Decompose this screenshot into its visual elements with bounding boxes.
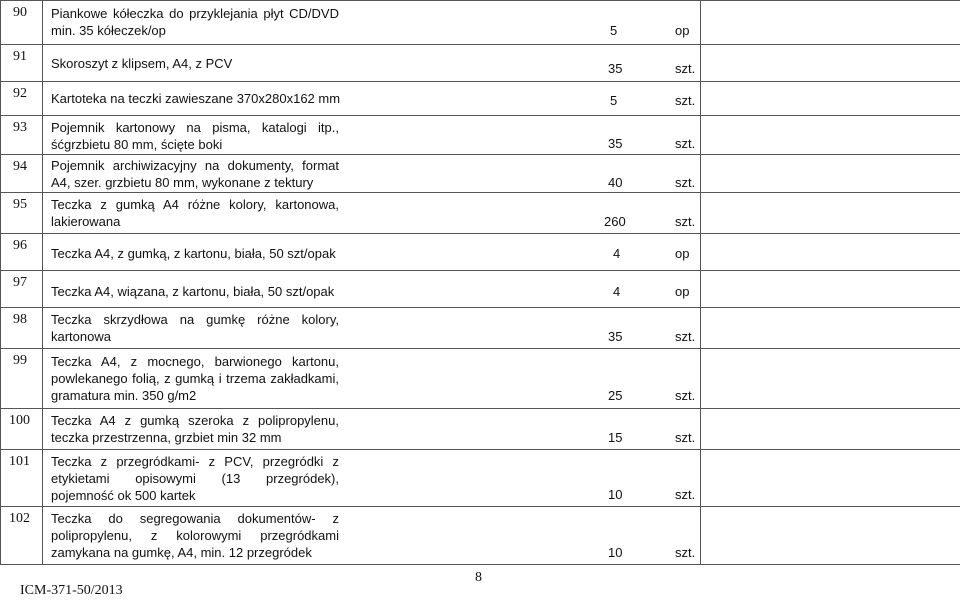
row-number: 92: [1, 82, 43, 116]
page-number: 8: [475, 570, 482, 585]
item-quantity: 35: [608, 61, 623, 76]
row-number: 91: [1, 45, 43, 82]
table-row: [1, 155, 960, 193]
empty-cell: [701, 271, 960, 308]
item-quantity: 15: [608, 430, 623, 445]
table-row: [1, 193, 960, 234]
item-quantity: 25: [608, 388, 623, 403]
item-description: Teczka A4, z mocnego, barwionego kartonu, powlekanego folią, z gumką i trzema zakładkami, gramatura min. 350 g/m2: [51, 354, 339, 403]
row-number: 90: [1, 1, 43, 45]
item-description: Teczka do segregowania dokumentów- z polipropylenu, z kolorowymi przegródkami zamykana na gumkę, A4, min. 12 przegródek: [51, 511, 339, 560]
empty-cell: [701, 82, 960, 116]
empty-cell: [701, 155, 960, 193]
row-number: 101: [1, 450, 43, 507]
table-row: [1, 234, 960, 271]
item-quantity: 260: [604, 214, 626, 229]
table-row: [1, 116, 960, 155]
item-description: Pojemnik kartonowy na pisma, katalogi itp., śćgrzbietu 80 mm, ścięte boki: [51, 120, 339, 152]
empty-cell: [701, 234, 960, 271]
row-number: 97: [1, 271, 43, 308]
item-unit: szt.: [675, 487, 696, 502]
item-unit: szt.: [675, 388, 696, 403]
item-description: Skoroszyt z klipsem, A4, z PCV: [51, 56, 233, 71]
empty-cell: [701, 450, 960, 507]
table-row: [1, 308, 960, 349]
table-row: [1, 507, 960, 565]
table-row: [1, 45, 960, 82]
item-quantity: 10: [608, 487, 623, 502]
row-number: 93: [1, 116, 43, 155]
item-unit: szt.: [675, 430, 696, 445]
table-row: [1, 349, 960, 409]
item-unit: szt.: [675, 93, 696, 108]
item-quantity: 5: [610, 93, 618, 108]
item-description: Teczka A4, z gumką, z kartonu, biała, 50 szt/opak: [51, 246, 336, 261]
item-unit: op: [675, 284, 690, 299]
item-description: Teczka z gumką A4 różne kolory, kartonowa, lakierowana: [51, 197, 339, 229]
item-description: Teczka A4 z gumką szeroka z polipropylenu, teczka przestrzenna, grzbiet min 32 mm: [51, 413, 339, 445]
table-row: [1, 1, 960, 45]
row-number: 96: [1, 234, 43, 271]
document-code: ICM-371-50/2013: [20, 583, 123, 598]
item-unit: szt.: [675, 329, 696, 344]
item-unit: szt.: [675, 136, 696, 151]
empty-cell: [701, 116, 960, 155]
item-description: Teczka skrzydłowa na gumkę różne kolory, kartonowa: [51, 312, 339, 344]
row-number: 99: [1, 349, 43, 409]
item-unit: szt.: [675, 545, 696, 560]
empty-cell: [701, 193, 960, 234]
item-unit: szt.: [675, 175, 696, 190]
item-quantity: 35: [608, 136, 623, 151]
item-description: Teczka z przegródkami- z PCV, przegródki z etykietami opisowymi (13 przegródek), pojemność ok 500 kartek: [51, 454, 339, 503]
empty-cell: [701, 349, 960, 409]
row-number: 102: [1, 507, 43, 565]
table-row: [1, 450, 960, 507]
item-description: Pojemnik archiwizacyjny na dokumenty, format A4, szer. grzbietu 80 mm, wykonane z tektury: [51, 158, 339, 190]
row-number: 94: [1, 155, 43, 193]
empty-cell: [701, 1, 960, 45]
item-unit: szt.: [675, 214, 696, 229]
item-quantity: 4: [613, 246, 621, 261]
item-description: Teczka A4, wiązana, z kartonu, biała, 50 szt/opak: [51, 284, 335, 299]
item-quantity: 5: [610, 23, 618, 38]
empty-cell: [701, 308, 960, 349]
table-row: [1, 409, 960, 450]
row-number: 95: [1, 193, 43, 234]
empty-cell: [701, 507, 960, 565]
table-row: [1, 82, 960, 116]
row-number: 98: [1, 308, 43, 349]
item-quantity: 10: [608, 545, 623, 560]
item-unit: op: [675, 23, 690, 38]
item-quantity: 40: [608, 175, 623, 190]
item-unit: op: [675, 246, 690, 261]
item-quantity: 4: [613, 284, 621, 299]
empty-cell: [701, 45, 960, 82]
item-description: Piankowe kółeczka do przyklejania płyt CD/DVD min. 35 kółeczek/op: [51, 6, 339, 38]
item-description: Kartoteka na teczki zawieszane 370x280x162 mm: [51, 91, 341, 106]
item-unit: szt.: [675, 61, 696, 76]
table-row: [1, 271, 960, 308]
item-quantity: 35: [608, 329, 623, 344]
empty-cell: [701, 409, 960, 450]
row-number: 100: [1, 409, 43, 450]
